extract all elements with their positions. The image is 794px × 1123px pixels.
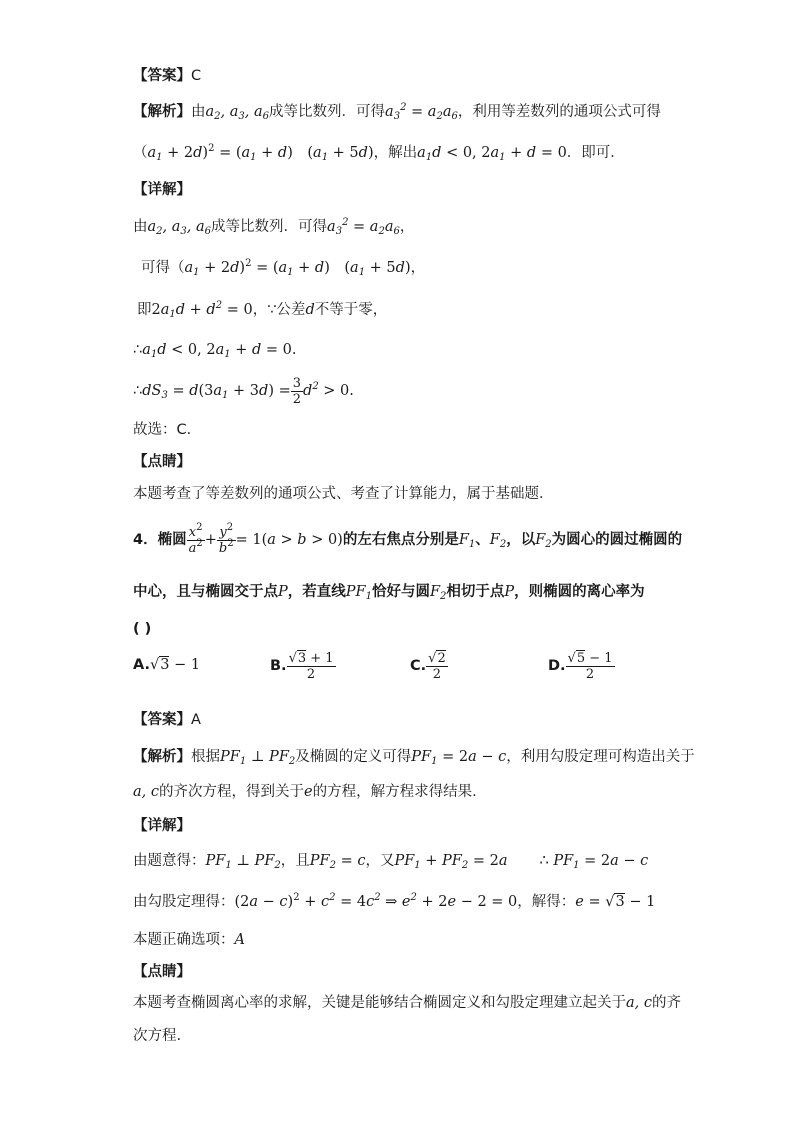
comment-tag: 【点睛】 [133,454,191,470]
math-expr: $PF_1 = 2a - c$ [411,749,507,767]
q4-stem-line-3: ( ) [133,621,152,637]
math-expr: $PF_2 = c$ [309,853,366,871]
q3-answer-line [133,66,201,86]
q3-detail-line-1: 由$a_2$, $a_3$, $a_6$成等比数列．可得$a_3^2 = a_2a_6$， [133,217,415,237]
q3-detail-line-4: $\therefore a_1d < 0$, $2a_1 + d = 0$. [133,342,297,360]
math-expr: $PF_1$ ⊥ $PF_2$ [205,853,281,871]
q4-answer-line [133,710,201,730]
math-expr: $(a_1 + 2d)^2 = (a_1 + d)$ $(a_1 + 5d)$ [133,143,374,163]
detail-tag: 【详解】 [133,182,191,198]
math-expr: ∴ $PF_1 = 2a - c$ [539,853,649,871]
option-d: D. $\frac{√5 - 1}{2}$ [548,650,613,682]
fraction: $\frac{√5 - 1}{2}$ [567,650,613,682]
q4-detail-line-2: 由勾股定理得：$(2a - c)^2 + c^2 = 4c^2$ ⇒ $e^2 + 2e - 2 = 0$，解得：e = √3 − 1 [133,892,656,910]
q3-detail-line-5: $\therefore dS_3 = d(3a_1 + 3d)$ = $\frac{3}{2}$ $d^2 > 0$. [133,375,354,407]
q4-detail-line-3: 本题正确选项：A [133,932,245,948]
q3-choose-line: 故选：C． [133,422,202,438]
math-expr: $(2a - c)^2 + c^2 = 4c^2$ ⇒ $e^2 + 2e - 2 = 0$ [234,892,518,910]
fraction: $\frac{x^2}{a^2}$ [188,521,203,556]
math-expr: $PF_1 + PF_2 = 2a$ [394,853,508,871]
q4-comment-line-2: 次方程. [133,1028,182,1044]
math-expr: √3 − 1 [150,657,201,673]
analysis-tag: 【解析】 [133,104,191,120]
math-expr: $a_2$, $a_3$, $a_6$ [147,219,212,237]
q3-detail-tag-line [133,180,191,200]
q4-comment-tag-line [133,962,191,982]
q3-detail-line-2: 可得$(a_1 + 2d)^2 = (a_1 + d)$ $(a_1 + 5d)$， [141,258,426,278]
q4-detail-tag-line [133,816,191,836]
q4-analysis-line-2: a, c的齐次方程，得到关于e的方程，解方程求得结果. [133,784,477,800]
option-c: C. $\frac{√2}{2}$ [410,650,446,682]
option-b: B. $\frac{√3 + 1}{2}$ [270,650,334,682]
q4-analysis-line-1: 【解析】根据$PF_1$ ⊥ $PF_2$及椭圆的定义可得$PF_1 = 2a - c$，利用勾股定理可构造出关于 [133,749,695,767]
option-a: A.√3 − 1 [133,657,201,673]
math-expr: $a_3^2 = a_2a_6$ [327,217,400,237]
comment-tag: 【点睛】 [133,964,191,980]
detail-tag: 【详解】 [133,818,191,834]
q3-detail-line-3: 即$2a_1d + d^2 = 0$，∵公差d不等于零， [137,300,388,320]
fraction: $\frac{√2}{2}$ [428,650,446,682]
analysis-tag: 【解析】 [133,749,191,765]
q4-stem-line-1: 4．椭圆 $\frac{x^2}{a^2}$ + $\frac{y^2}{b^2}$ = 1(a > b > 0)的左右焦点分别是$F_1$、$F_2$，以$F_2$为圆心的圆过椭圆的 [133,521,683,556]
answer-value: C [191,68,202,84]
fraction: $\frac{3}{2}$ [292,375,302,407]
answer-tag: 【答案】 [133,68,191,84]
q3-comment-tag-line [133,452,191,472]
math-expr: e = √3 − 1 [575,894,656,910]
question-number: 4． [133,532,158,548]
math-expr: $a_3^2 = a_2a_6$ [385,102,458,122]
answer-tag: 【答案】 [133,712,191,728]
math-expr: $(a_1 + 2d)^2 = (a_1 + d)$ $(a_1 + 5d)$ [170,258,411,278]
fraction: $\frac{y^2}{b^2}$ [218,521,234,556]
math-expr: $PF_1$ ⊥ $PF_2$ [220,749,296,767]
answer-value: A [191,712,201,728]
math-expr: $a_1d < 0$, $2a_1 + d = 0$. [142,342,297,360]
q3-analysis-line-1: 【解析】由$a_2$, $a_3$, $a_6$成等比数列．可得$a_3^2 = a_2a_6$，利用等差数列的通项公式可得 [133,102,661,122]
q4-stem-line-2: 中心，且与椭圆交于点P，若直线$PF_1$恰好与圆$F_2$相切于点P，则椭圆的离心率为 [133,584,645,602]
math-expr: $a_1d < 0$, $2a_1 + d = 0$ [417,145,567,163]
q3-analysis-line-2: $(a_1 + 2d)^2 = (a_1 + d)$ $(a_1 + 5d)$，解出$a_1d < 0$, $2a_1 + d = 0$．即可． [133,143,625,163]
math-expr: $2a_1d + d^2 = 0$ [151,300,253,320]
q4-detail-line-1: 由题意得：$PF_1$ ⊥ $PF_2$，且$PF_2 = c$，又$PF_1 + PF_2 = 2a$ ∴ $PF_1 = 2a - c$ [133,853,649,871]
q4-comment-line-1: 本题考查椭圆离心率的求解，关键是能够结合椭圆定义和勾股定理建立起关于a, c的齐 [133,995,681,1011]
math-expr: $a_2$, $a_3$, $a_6$ [205,104,270,122]
math-expr: $dS_3 = d(3a_1 + 3d)$ = [142,383,291,401]
fraction: $\frac{√3 + 1}{2}$ [288,650,334,682]
q3-comment-line: 本题考查了等差数列的通项公式、考查了计算能力，属于基础题． [133,486,554,502]
